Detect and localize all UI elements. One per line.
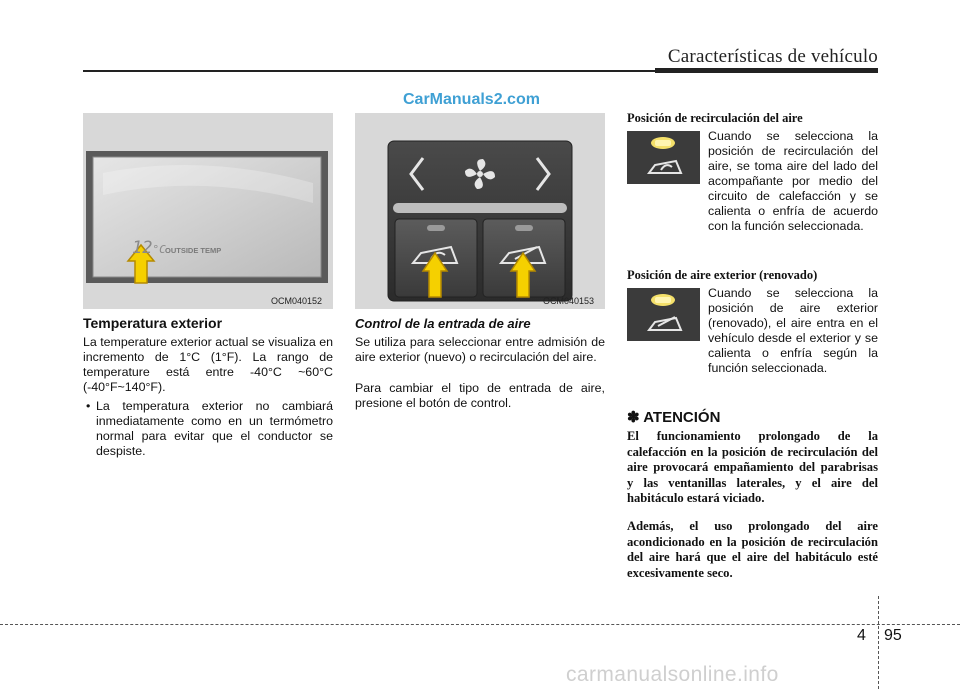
section-heading-air-intake: Control de la entrada de aire [355,316,531,331]
recirc-text: Cuando se selecciona la posición de recirculación del aire, se toma aire del lado del acompañante por medio del circuito de calefacción y se calienta o enfría de acuerdo con la función seleccionada. [708,129,878,233]
page-number-divider [878,596,879,689]
fresh-button-image [627,288,700,341]
display-outside-temp-text: OUTSIDE TEMP [165,246,222,255]
header-rule-accent [655,68,878,73]
display-temp-unit: °C [152,243,166,256]
air-intake-control-illustration [355,113,605,309]
caution-heading [627,408,720,426]
caution-heading-text: ATENCIÓN [643,409,721,426]
outside-temp-display-illustration [83,113,333,309]
outside-temp-figure [83,113,333,309]
display-temp-number: 12 [132,238,153,258]
watermark-bottom: carmanualsonline.info [566,663,779,686]
figure-label-2: OCM040153 [543,296,595,306]
section-heading-outside-temp: Temperatura exterior [83,315,223,331]
air-intake-figure [355,113,605,309]
fresh-air-text: Cuando se selecciona la posición de aire exterior (renovado), el aire entra en el vehículo desde el exterior y se calienta o enfría según la función seleccionada. [708,286,878,375]
recirculation-lamp-icon [627,131,700,184]
footer-rule [0,624,960,625]
air-intake-paragraph-2: Para cambiar el tipo de entrada de aire, presione el botón de control. [355,381,605,410]
recirc-button-image [627,131,700,184]
display-temp-value [132,238,166,258]
fresh-air-lamp-icon [627,288,700,341]
fresh-air-heading: Posición de aire exterior (renovado) [627,268,818,282]
watermark-top: CarManuals2.com [403,91,540,108]
air-intake-paragraph-1: Se utiliza para seleccionar entre admisión de aire exterior (nuevo) o recirculación del aire. [355,335,605,364]
caution-paragraph-1: El funcionamiento prolongado de la calefacción en la posición de recirculación del aire provocará empañamiento del parabrisas y las ventanillas laterales, y el aire del habitáculo estará viciado. [627,429,878,505]
figure-label-1: OCM040152 [271,296,323,306]
page-number: 95 [884,627,902,644]
page-header-title: Características de vehículo [667,46,878,67]
outside-temp-bullet [83,399,333,459]
recirc-heading: Posición de recirculación del aire [627,111,803,125]
bullet-dot-icon: • [86,399,91,413]
caution-star-icon: ✽ [627,409,640,426]
outside-temp-paragraph: La temperature exterior actual se visualiza en incremento de 1°C (1°F). La rango de temperature está entre -40°C ~60°C (-40°F~140°F). [83,335,334,394]
outside-temp-bullet-text: La temperatura exterior no cambiará inmediatamente como en un termómetro normal para evitar que el conductor se despiste. [96,399,333,458]
caution-paragraph-2: Además, el uso prolongado del aire acondicionado en la posición de recirculación del aire hará que el aire del habitáculo esté excesivamente seco. [627,519,878,580]
chapter-number: 4 [857,627,866,644]
